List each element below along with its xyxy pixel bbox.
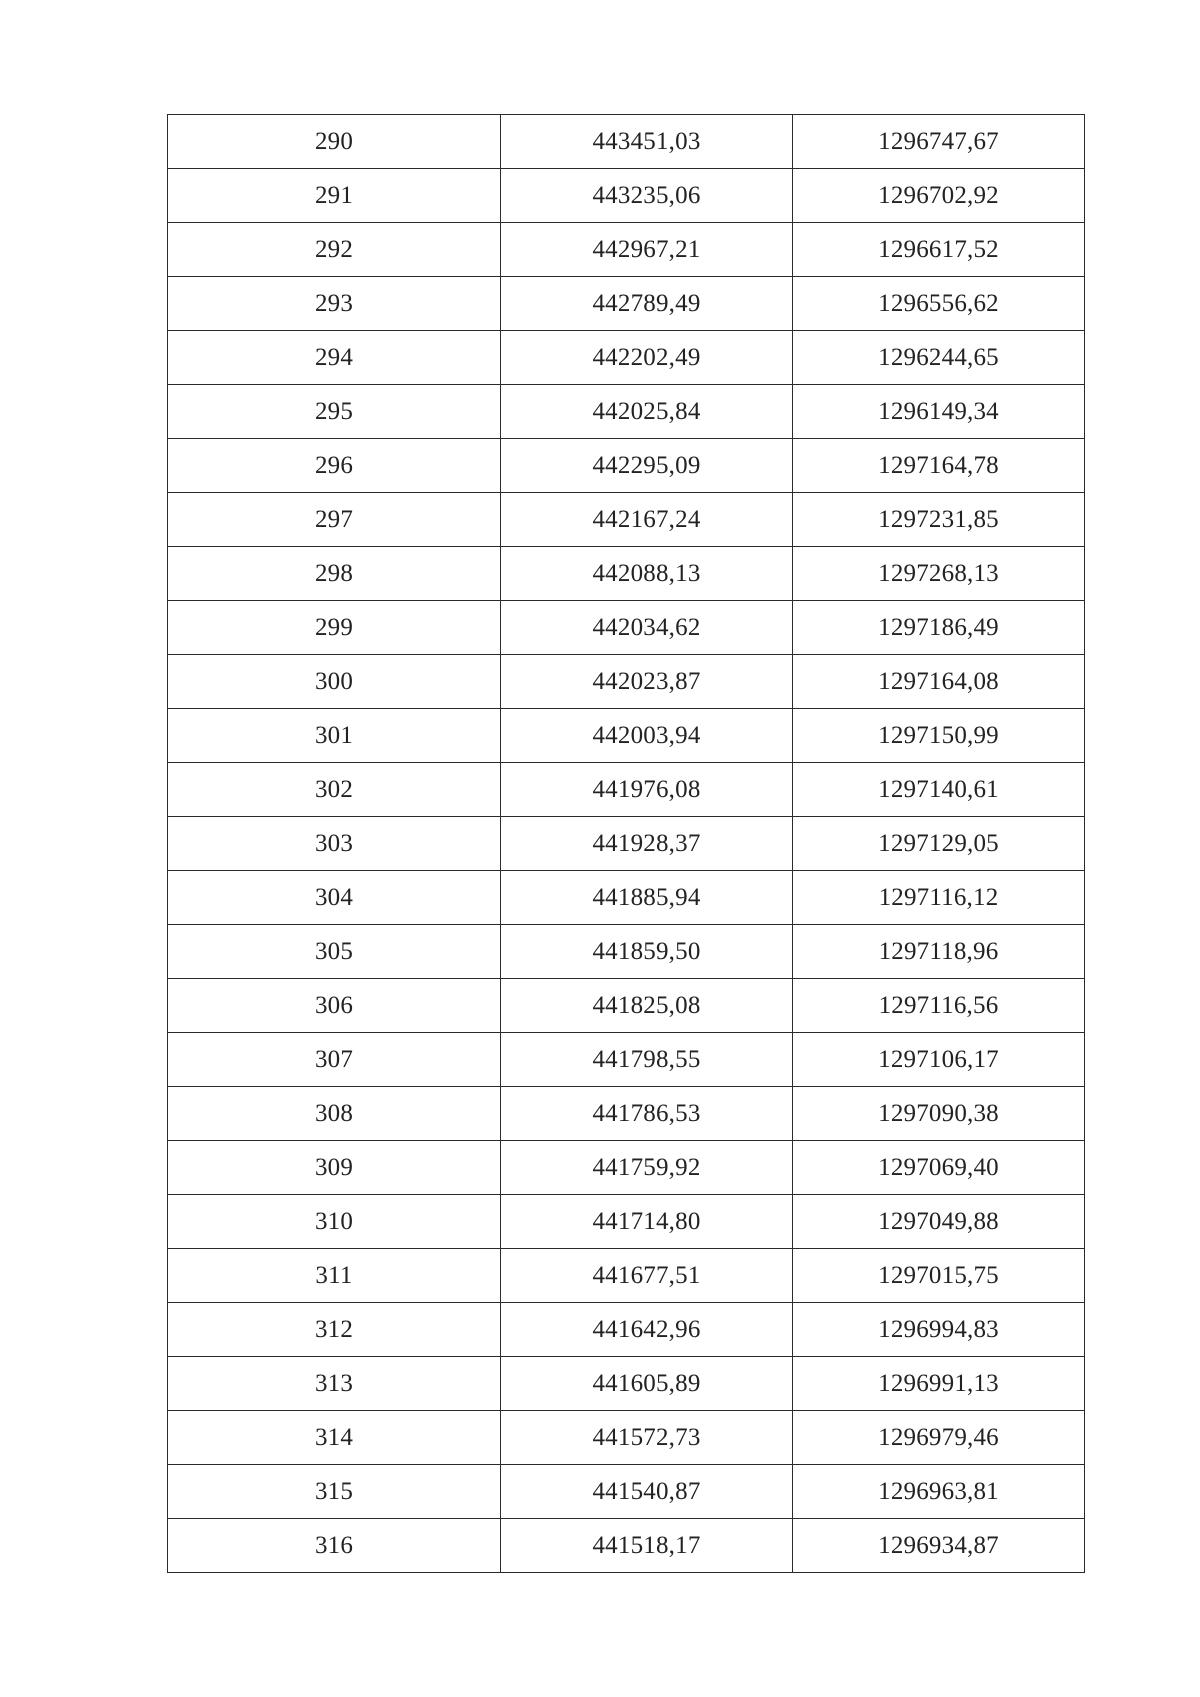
x-coordinate-cell: 441928,37 [501, 817, 793, 871]
table-row [168, 115, 1085, 169]
x-coordinate-cell: 442023,87 [501, 655, 793, 709]
x-coordinate-cell: 442295,09 [501, 439, 793, 493]
x-coordinate-cell: 441540,87 [501, 1465, 793, 1519]
point-number-cell: 312 [168, 1303, 501, 1357]
y-coordinate-cell: 1297069,40 [793, 1141, 1085, 1195]
y-coordinate-cell: 1297186,49 [793, 601, 1085, 655]
table-row [168, 871, 1085, 925]
x-coordinate-cell: 441677,51 [501, 1249, 793, 1303]
y-coordinate-cell: 1297106,17 [793, 1033, 1085, 1087]
x-coordinate-cell: 443451,03 [501, 115, 793, 169]
x-coordinate-cell: 441885,94 [501, 871, 793, 925]
point-number-cell: 303 [168, 817, 501, 871]
point-number-cell: 304 [168, 871, 501, 925]
table-row [168, 655, 1085, 709]
x-coordinate-cell: 441518,17 [501, 1519, 793, 1573]
y-coordinate-cell: 1297116,56 [793, 979, 1085, 1033]
point-number-cell: 301 [168, 709, 501, 763]
point-number-cell: 297 [168, 493, 501, 547]
point-number-cell: 292 [168, 223, 501, 277]
x-coordinate-cell: 442003,94 [501, 709, 793, 763]
y-coordinate-cell: 1297118,96 [793, 925, 1085, 979]
x-coordinate-cell: 442034,62 [501, 601, 793, 655]
y-coordinate-cell: 1297049,88 [793, 1195, 1085, 1249]
point-number-cell: 313 [168, 1357, 501, 1411]
x-coordinate-cell: 441605,89 [501, 1357, 793, 1411]
y-coordinate-cell: 1296991,13 [793, 1357, 1085, 1411]
x-coordinate-cell: 441859,50 [501, 925, 793, 979]
y-coordinate-cell: 1296556,62 [793, 277, 1085, 331]
y-coordinate-cell: 1297268,13 [793, 547, 1085, 601]
table-row [168, 331, 1085, 385]
table-row [168, 1033, 1085, 1087]
y-coordinate-cell: 1297140,61 [793, 763, 1085, 817]
table-row [168, 1357, 1085, 1411]
y-coordinate-cell: 1296963,81 [793, 1465, 1085, 1519]
y-coordinate-cell: 1296994,83 [793, 1303, 1085, 1357]
x-coordinate-cell: 441825,08 [501, 979, 793, 1033]
table-row [168, 1195, 1085, 1249]
point-number-cell: 293 [168, 277, 501, 331]
point-number-cell: 309 [168, 1141, 501, 1195]
point-number-cell: 310 [168, 1195, 501, 1249]
table-row [168, 277, 1085, 331]
y-coordinate-cell: 1297164,08 [793, 655, 1085, 709]
x-coordinate-cell: 442967,21 [501, 223, 793, 277]
point-number-cell: 296 [168, 439, 501, 493]
table-row [168, 601, 1085, 655]
table-row [168, 925, 1085, 979]
table-row [168, 439, 1085, 493]
y-coordinate-cell: 1297116,12 [793, 871, 1085, 925]
table-row [168, 1141, 1085, 1195]
x-coordinate-cell: 441759,92 [501, 1141, 793, 1195]
y-coordinate-cell: 1297231,85 [793, 493, 1085, 547]
point-number-cell: 306 [168, 979, 501, 1033]
table-row [168, 1303, 1085, 1357]
table-row [168, 709, 1085, 763]
x-coordinate-cell: 442167,24 [501, 493, 793, 547]
table-row [168, 817, 1085, 871]
x-coordinate-cell: 442025,84 [501, 385, 793, 439]
x-coordinate-cell: 441572,73 [501, 1411, 793, 1465]
table-row [168, 493, 1085, 547]
y-coordinate-cell: 1297150,99 [793, 709, 1085, 763]
x-coordinate-cell: 441798,55 [501, 1033, 793, 1087]
x-coordinate-cell: 441714,80 [501, 1195, 793, 1249]
table-row [168, 1249, 1085, 1303]
table-row [168, 763, 1085, 817]
table-row [168, 385, 1085, 439]
point-number-cell: 316 [168, 1519, 501, 1573]
table-row [168, 169, 1085, 223]
x-coordinate-cell: 443235,06 [501, 169, 793, 223]
point-number-cell: 295 [168, 385, 501, 439]
x-coordinate-cell: 441976,08 [501, 763, 793, 817]
point-number-cell: 298 [168, 547, 501, 601]
point-number-cell: 291 [168, 169, 501, 223]
point-number-cell: 300 [168, 655, 501, 709]
point-number-cell: 294 [168, 331, 501, 385]
point-number-cell: 299 [168, 601, 501, 655]
coordinates-table [167, 114, 1085, 1573]
table-row [168, 1411, 1085, 1465]
y-coordinate-cell: 1296702,92 [793, 169, 1085, 223]
point-number-cell: 305 [168, 925, 501, 979]
y-coordinate-cell: 1297090,38 [793, 1087, 1085, 1141]
y-coordinate-cell: 1296149,34 [793, 385, 1085, 439]
table-row [168, 1465, 1085, 1519]
point-number-cell: 307 [168, 1033, 501, 1087]
table-row [168, 1519, 1085, 1573]
point-number-cell: 314 [168, 1411, 501, 1465]
y-coordinate-cell: 1296617,52 [793, 223, 1085, 277]
point-number-cell: 302 [168, 763, 501, 817]
point-number-cell: 308 [168, 1087, 501, 1141]
x-coordinate-cell: 442202,49 [501, 331, 793, 385]
table-row [168, 547, 1085, 601]
y-coordinate-cell: 1296747,67 [793, 115, 1085, 169]
x-coordinate-cell: 441642,96 [501, 1303, 793, 1357]
x-coordinate-cell: 442088,13 [501, 547, 793, 601]
point-number-cell: 290 [168, 115, 501, 169]
x-coordinate-cell: 442789,49 [501, 277, 793, 331]
y-coordinate-cell: 1297129,05 [793, 817, 1085, 871]
table-row [168, 1087, 1085, 1141]
x-coordinate-cell: 441786,53 [501, 1087, 793, 1141]
table-row [168, 979, 1085, 1033]
y-coordinate-cell: 1296244,65 [793, 331, 1085, 385]
table-row [168, 223, 1085, 277]
y-coordinate-cell: 1296934,87 [793, 1519, 1085, 1573]
point-number-cell: 311 [168, 1249, 501, 1303]
coordinates-table-body [168, 115, 1085, 1573]
y-coordinate-cell: 1296979,46 [793, 1411, 1085, 1465]
y-coordinate-cell: 1297015,75 [793, 1249, 1085, 1303]
y-coordinate-cell: 1297164,78 [793, 439, 1085, 493]
point-number-cell: 315 [168, 1465, 501, 1519]
